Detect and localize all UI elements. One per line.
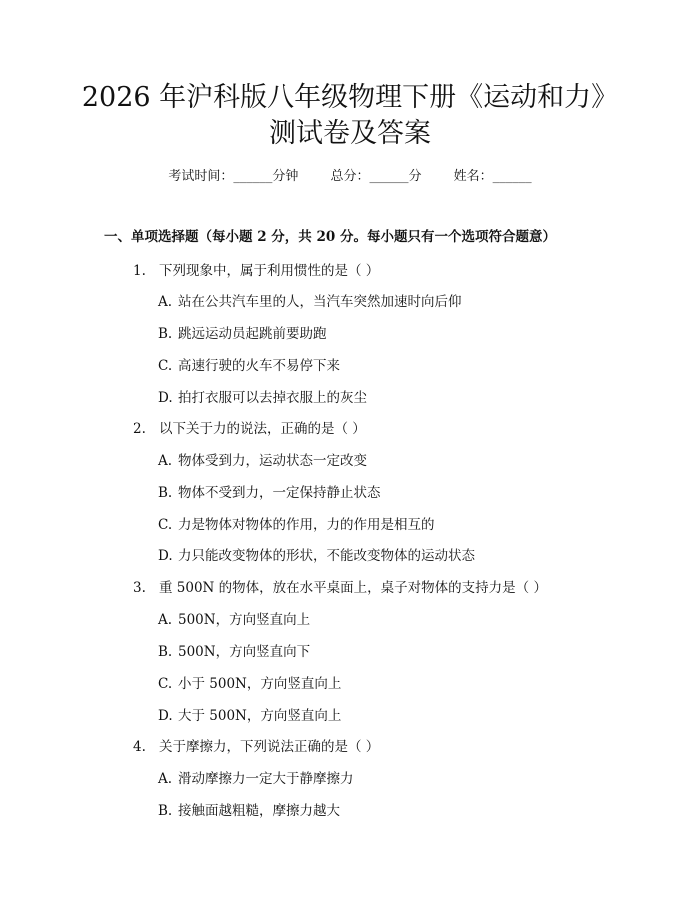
question-4-option-a: [158, 770, 354, 788]
question-number: 3.: [133, 580, 146, 596]
option-letter: A.: [158, 771, 173, 787]
option-letter: A.: [158, 294, 173, 310]
option-letter: C.: [158, 358, 173, 374]
option-text: 高速行驶的火车不易停下来: [178, 358, 340, 374]
question-1-option-b: [158, 325, 327, 343]
question-1-option-c: [158, 357, 340, 375]
question-text: 重 500N 的物体，放在水平桌面上，桌子对物体的支持力是（ ）: [159, 580, 547, 596]
question-3-option-d: [158, 707, 341, 725]
option-text: 大于 500N，方向竖直向上: [178, 708, 342, 724]
question-3-option-a: [158, 611, 310, 629]
section-heading: 一、单项选择题（每小题 2 分，共 20 分。每小题只有一个选项符合题意）: [104, 229, 556, 245]
option-letter: B.: [158, 644, 173, 660]
question-text: 以下关于力的说法，正确的是（ ）: [159, 421, 366, 437]
option-text: 拍打衣服可以去掉衣服上的灰尘: [178, 390, 367, 406]
option-letter: D.: [158, 548, 173, 564]
option-text: 滑动摩擦力一定大于静摩擦力: [178, 771, 354, 787]
question-1: [133, 262, 379, 280]
question-2-option-c: [158, 516, 435, 534]
option-letter: A.: [158, 612, 173, 628]
option-text: 站在公共汽车里的人，当汽车突然加速时向后仰: [178, 294, 462, 310]
question-3: [133, 579, 547, 597]
option-letter: B.: [158, 803, 173, 819]
total-score-field: 总分：______分: [330, 169, 422, 184]
option-text: 小于 500N，方向竖直向上: [178, 676, 342, 692]
option-letter: A.: [158, 453, 173, 469]
question-4-option-b: [158, 802, 340, 820]
exam-meta: [0, 168, 700, 186]
option-letter: C.: [158, 676, 173, 692]
question-number: 2.: [133, 421, 146, 437]
page-title-line-1: 2026 年沪科版八年级物理下册《运动和力》: [81, 82, 619, 113]
option-text: 跳远运动员起跳前要助跑: [178, 326, 327, 342]
question-number: 4.: [133, 739, 146, 755]
option-text: 力只能改变物体的形状，不能改变物体的运动状态: [178, 548, 475, 564]
question-1-option-d: [158, 389, 367, 407]
question-4: [133, 738, 379, 756]
option-text: 物体受到力，运动状态一定改变: [178, 453, 367, 469]
question-2-option-d: [158, 547, 475, 565]
question-3-option-b: [158, 643, 310, 661]
option-text: 500N，方向竖直向上: [178, 612, 311, 628]
exam-time-field: 考试时间：______分钟: [168, 169, 299, 184]
option-text: 接触面越粗糙，摩擦力越大: [178, 803, 340, 819]
option-letter: C.: [158, 517, 173, 533]
option-letter: B.: [158, 326, 173, 342]
question-3-option-c: [158, 675, 341, 693]
option-text: 物体不受到力，一定保持静止状态: [178, 485, 381, 501]
option-letter: B.: [158, 485, 173, 501]
option-text: 力是物体对物体的作用，力的作用是相互的: [178, 517, 435, 533]
option-text: 500N，方向竖直向下: [178, 644, 311, 660]
option-letter: D.: [158, 390, 173, 406]
question-text: 关于摩擦力，下列说法正确的是（ ）: [159, 739, 380, 755]
question-number: 1.: [133, 263, 146, 279]
question-1-option-a: [158, 293, 462, 311]
question-2-option-b: [158, 484, 381, 502]
option-letter: D.: [158, 708, 173, 724]
question-2-option-a: [158, 452, 367, 470]
question-text: 下列现象中，属于利用惯性的是（ ）: [159, 263, 380, 279]
page-title-line-2: 测试卷及答案: [269, 118, 431, 149]
question-2: [133, 420, 366, 438]
name-field: 姓名：______: [453, 169, 532, 184]
